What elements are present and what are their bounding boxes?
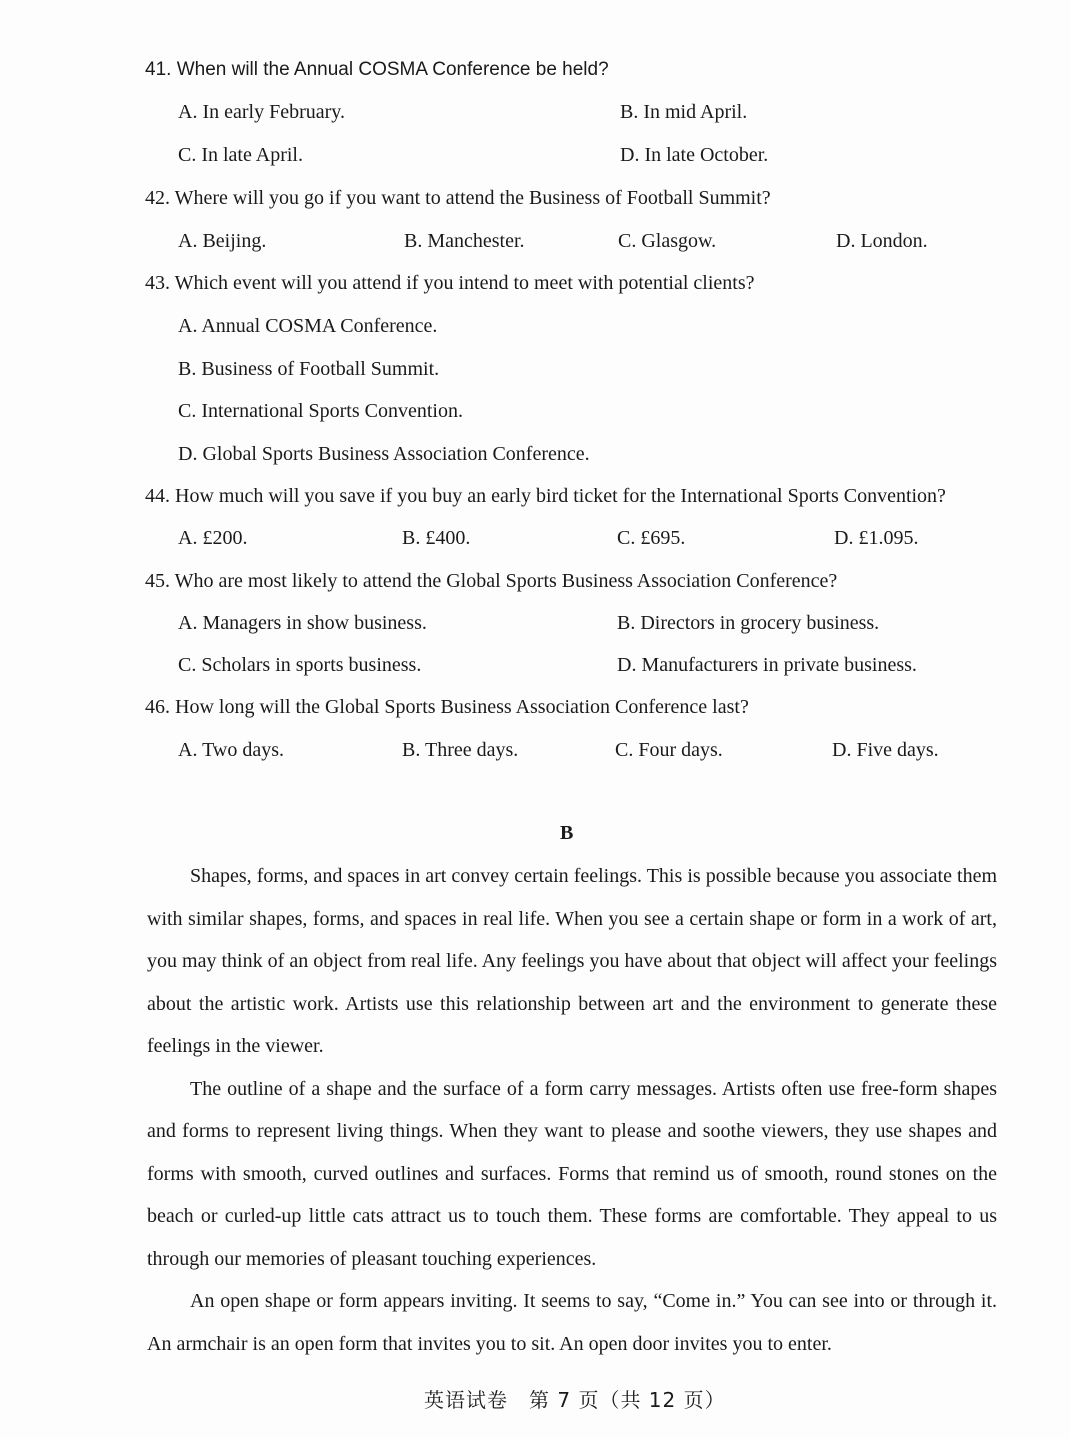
question-text: 41. When will the Annual COSMA Conference be held? xyxy=(145,59,609,80)
option-d: D. Global Sports Business Association Conference. xyxy=(178,443,590,465)
option-c: C. Glasgow. xyxy=(618,230,717,252)
option-b: B. In mid April. xyxy=(620,101,748,123)
option-b: B. Three days. xyxy=(402,739,519,761)
option-d: D. Manufacturers in private business. xyxy=(617,654,917,676)
question-text: 45. Who are most likely to attend the Global Sports Business Association Conference? xyxy=(145,570,838,592)
option-c: C. Four days. xyxy=(615,739,723,761)
option-b: B. £400. xyxy=(402,527,471,549)
passage xyxy=(147,855,997,1365)
option-c: C. In late April. xyxy=(178,144,303,166)
question-text: 42. Where will you go if you want to attend the Business of Football Summit? xyxy=(145,187,771,209)
option-a: A. In early February. xyxy=(178,101,345,123)
option-d: D. In late October. xyxy=(620,144,769,166)
question-text: 46. How long will the Global Sports Business Association Conference last? xyxy=(145,696,749,718)
option-c: C. £695. xyxy=(617,527,686,549)
option-d: D. Five days. xyxy=(832,739,939,761)
question-text: 43. Which event will you attend if you intend to meet with potential clients? xyxy=(145,272,755,294)
option-a: A. Beijing. xyxy=(178,230,267,252)
section-title: B xyxy=(560,822,574,844)
option-b: B. Manchester. xyxy=(404,230,525,252)
paragraph-3: An open shape or form appears inviting. It seems to say, “Come in.” You can see into or through it. An armchair is an open form that invites you to sit. An open door invites you to enter. xyxy=(147,1290,997,1355)
option-a: A. £200. xyxy=(178,527,248,549)
option-c: C. Scholars in sports business. xyxy=(178,654,422,676)
option-a: A. Managers in show business. xyxy=(178,612,427,634)
question-text: 44. How much will you save if you buy an early bird ticket for the International Sports Convention? xyxy=(145,485,946,507)
option-a: A. Annual COSMA Conference. xyxy=(178,315,438,337)
option-a: A. Two days. xyxy=(178,739,285,761)
option-d: D. London. xyxy=(836,230,928,252)
option-d: D. £1.095. xyxy=(834,527,919,549)
paragraph-1: Shapes, forms, and spaces in art convey certain feelings. This is possible because you associate them with similar shapes, forms, and spaces in real life. When you see a certain shape or form in a work of art, you may think of an object from real life. Any feelings you have about that object will affect your feelings about the artistic work. Artists use this relationship between art and the environment to generate these feelings in the viewer. xyxy=(147,865,997,1057)
page-footer: 英语试卷 第 7 页（共 12 页） xyxy=(424,1388,726,1412)
option-b: B. Directors in grocery business. xyxy=(617,612,880,634)
option-c: C. International Sports Convention. xyxy=(178,400,463,422)
paragraph-2: The outline of a shape and the surface of a form carry messages. Artists often use free-form shapes and forms to represent living things. When they want to please and soothe viewers, they use shapes and forms with smooth, curved outlines and surfaces. Forms that remind us of smooth, round stones on the beach or curled-up little cats attract us to touch them. These forms are comfortable. They appeal to us through our memories of pleasant touching experiences. xyxy=(147,1077,997,1270)
option-b: B. Business of Football Summit. xyxy=(178,358,440,380)
